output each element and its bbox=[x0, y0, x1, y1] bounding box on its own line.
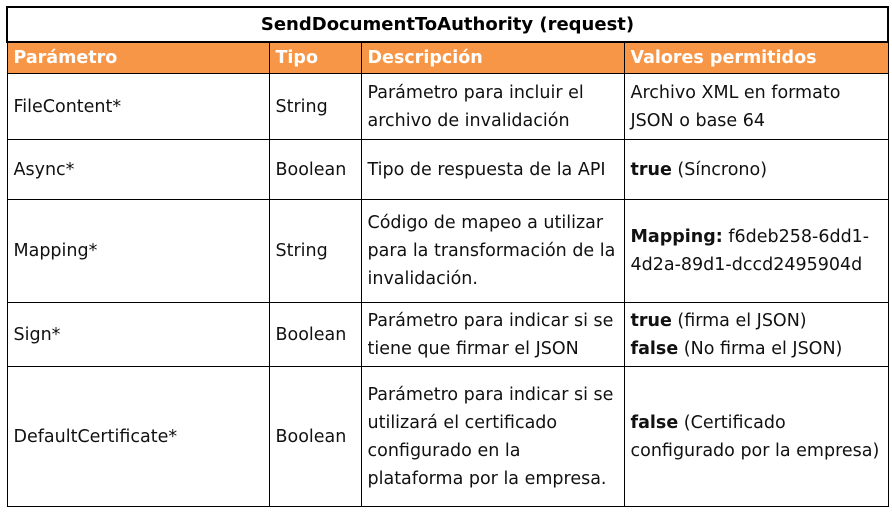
value-keyword: false bbox=[630, 412, 679, 433]
type-cell: Boolean bbox=[269, 140, 361, 200]
value-keyword: Mapping: bbox=[630, 227, 723, 247]
param-cell: FileContent* bbox=[7, 74, 269, 140]
header-parametro: Parámetro bbox=[7, 42, 269, 74]
table-row bbox=[7, 200, 888, 303]
values-cell bbox=[624, 303, 888, 367]
header-descripcion: Descripción bbox=[361, 42, 624, 74]
type-cell: Boolean bbox=[269, 303, 361, 367]
values-cell bbox=[624, 367, 888, 507]
description-cell: Parámetro para indicar si se utilizará el certificado configurado en la plataforma por la empresa. bbox=[361, 367, 624, 507]
param-cell: Async* bbox=[7, 140, 269, 200]
description-cell: Parámetro para indicar si se tiene que firmar el JSON bbox=[361, 303, 624, 367]
description-cell: Código de mapeo a utilizar para la transformación de la invalidación. bbox=[361, 200, 624, 303]
type-cell: Boolean bbox=[269, 367, 361, 507]
value-line bbox=[631, 335, 882, 363]
values-cell bbox=[624, 140, 888, 200]
value-keyword: true bbox=[630, 159, 672, 180]
value-text: Archivo XML en formato JSON o base 64 bbox=[630, 82, 841, 131]
type-cell: String bbox=[269, 200, 361, 303]
value-keyword: false bbox=[630, 338, 679, 359]
value-text: (firma el JSON) bbox=[671, 310, 807, 331]
header-tipo: Tipo bbox=[269, 42, 361, 74]
table-row bbox=[7, 367, 888, 507]
value-line bbox=[631, 307, 882, 335]
param-cell: Sign* bbox=[7, 303, 269, 367]
table-row bbox=[7, 140, 888, 200]
value-text: (No firma el JSON) bbox=[678, 338, 843, 359]
value-text: (Certificado configurado por la empresa) bbox=[630, 412, 880, 461]
values-cell bbox=[624, 74, 888, 140]
table-row bbox=[7, 74, 888, 140]
description-cell: Tipo de respuesta de la API bbox=[361, 140, 624, 200]
value-text: (Síncrono) bbox=[671, 159, 768, 180]
table-title: SendDocumentToAuthority (request) bbox=[7, 7, 888, 42]
table-header-row bbox=[7, 42, 888, 74]
type-cell: String bbox=[269, 74, 361, 140]
description-cell: Parámetro para incluir el archivo de invalidación bbox=[361, 74, 624, 140]
param-cell: DefaultCertificate* bbox=[7, 367, 269, 507]
value-keyword: true bbox=[630, 310, 672, 331]
table-row bbox=[7, 303, 888, 367]
values-cell bbox=[624, 200, 888, 303]
table-title-row bbox=[7, 7, 888, 42]
header-valores: Valores permitidos bbox=[624, 42, 888, 74]
parameters-table bbox=[6, 6, 889, 507]
param-cell: Mapping* bbox=[7, 200, 269, 303]
value-text: f6deb258-6dd1-4d2a-89d1-dccd2495904d bbox=[630, 227, 870, 275]
